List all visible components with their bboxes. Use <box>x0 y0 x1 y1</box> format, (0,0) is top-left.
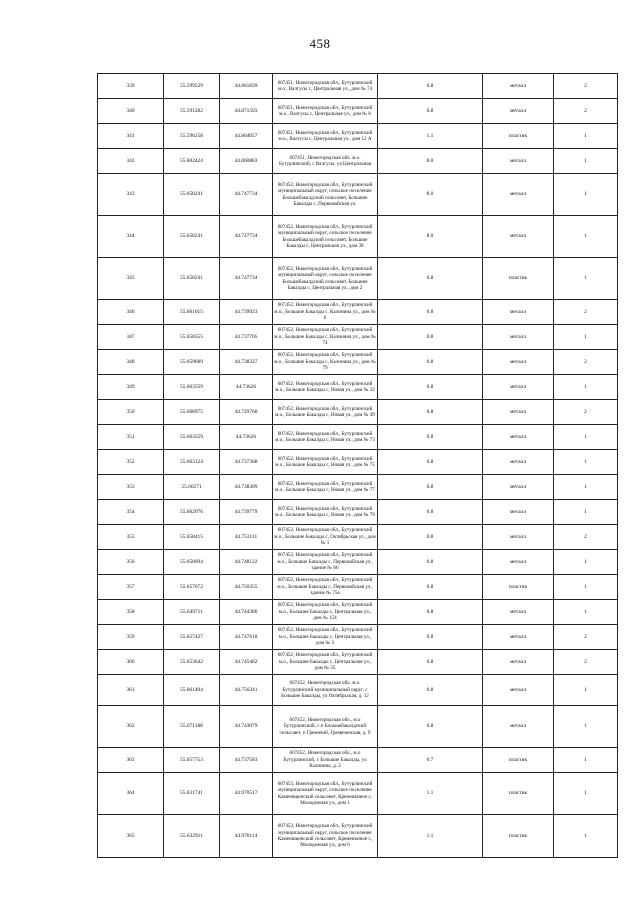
count-cell: 1 <box>554 450 618 475</box>
table-row <box>98 600 618 625</box>
row-number-cell: 349 <box>98 375 164 400</box>
row-number-cell: 343 <box>98 174 164 216</box>
count-cell: 2 <box>554 74 618 99</box>
volume-cell: 0.8 <box>378 625 483 650</box>
latitude-cell: 55.649711 <box>164 600 220 625</box>
address-cell: 607452, Нижегородская обл., Бутурлинский м.о., Большие Бакалды с, Калинина ул., дом № 6 <box>273 300 378 325</box>
address-cell: 607452, Нижегородская обл. м.о. Бутурлинский муниципальный округ, с Большие Бакалды, ул Октябрьская, д. 12 <box>273 675 378 706</box>
row-number-cell: 352 <box>98 450 164 475</box>
count-cell: 1 <box>554 748 618 773</box>
longitude-cell: 44.861839 <box>220 74 273 99</box>
address-cell: 607452, Нижегородская обл., м.о Бутурлинский, с Большие Бакалды, ул Калинина, д. 2 <box>273 748 378 773</box>
latitude-cell: 55.658241 <box>164 174 220 216</box>
volume-cell: 0.8 <box>378 575 483 600</box>
material-cell: металл <box>483 74 554 99</box>
latitude-cell: 55.663559 <box>164 425 220 450</box>
material-cell: металл <box>483 475 554 500</box>
address-cell: 607452, Нижегородская обл., Бутурлинский м.о., Большие Бакалды с, Первомайская ул., здание № 75а <box>273 575 378 600</box>
count-cell: 1 <box>554 124 618 149</box>
count-cell: 1 <box>554 149 618 174</box>
address-cell: 607452, Нижегородская обл., Бутурлинский м.о., Большие Бакалды с, Центральная ул., дом № 3 <box>273 625 378 650</box>
longitude-cell: 44.729768 <box>220 400 273 425</box>
table-row <box>98 550 618 575</box>
latitude-cell: 55.658415 <box>164 525 220 550</box>
address-cell: 607452, Нижегородская обл., Бутурлинский м.о., Большие Бакалды с, Калинина ул., дом № 79 <box>273 350 378 375</box>
longitude-cell: 44.747734 <box>220 174 273 216</box>
volume-cell: 0.8 <box>378 550 483 575</box>
latitude-cell: 55.671188 <box>164 706 220 748</box>
material-cell: металл <box>483 450 554 475</box>
longitude-cell: 44.864057 <box>220 124 273 149</box>
longitude-cell: 44.970517 <box>220 773 273 815</box>
table-row <box>98 815 618 858</box>
row-number-cell: 357 <box>98 575 164 600</box>
row-number-cell: 347 <box>98 325 164 350</box>
count-cell: 2 <box>554 300 618 325</box>
count-cell: 2 <box>554 525 618 550</box>
latitude-cell: 55.659689 <box>164 350 220 375</box>
count-cell: 1 <box>554 550 618 575</box>
material-cell: пластик <box>483 748 554 773</box>
latitude-cell: 55.591282 <box>164 99 220 124</box>
volume-cell: 0.8 <box>378 500 483 525</box>
material-cell: металл <box>483 625 554 650</box>
latitude-cell: 55.661015 <box>164 300 220 325</box>
row-number-cell: 353 <box>98 475 164 500</box>
longitude-cell: 44.739779 <box>220 500 273 525</box>
table-row <box>98 773 618 815</box>
material-cell: пластик <box>483 815 554 858</box>
material-cell: металл <box>483 525 554 550</box>
longitude-cell: 44.745462 <box>220 650 273 675</box>
count-cell: 1 <box>554 575 618 600</box>
count-cell: 2 <box>554 350 618 375</box>
table-row <box>98 525 618 550</box>
row-number-cell: 344 <box>98 216 164 258</box>
longitude-cell: 44.744386 <box>220 600 273 625</box>
count-cell: 1 <box>554 425 618 450</box>
address-cell: 607452, Нижегородская обл., Бутурлинский м.о., Большие Бакалды с, Новая ул., дом № 73 <box>273 425 378 450</box>
volume-cell: 0.8 <box>378 425 483 450</box>
table-row <box>98 748 618 773</box>
latitude-cell: 55.668975 <box>164 400 220 425</box>
longitude-cell: 44.747734 <box>220 216 273 258</box>
table-row <box>98 475 618 500</box>
volume-cell: 0.8 <box>378 600 483 625</box>
table-row <box>98 500 618 525</box>
material-cell: металл <box>483 350 554 375</box>
row-number-cell: 364 <box>98 773 164 815</box>
table-row <box>98 325 618 350</box>
count-cell: 1 <box>554 773 618 815</box>
latitude-cell: 55.657753 <box>164 748 220 773</box>
row-number-cell: 355 <box>98 525 164 550</box>
row-number-cell: 360 <box>98 650 164 675</box>
count-cell: 2 <box>554 650 618 675</box>
material-cell: металл <box>483 300 554 325</box>
volume-cell: 8.0 <box>378 149 483 174</box>
volume-cell: 0.8 <box>378 650 483 675</box>
count-cell: 2 <box>554 400 618 425</box>
table-row <box>98 99 618 124</box>
row-number-cell: 354 <box>98 500 164 525</box>
latitude-cell: 55.66271 <box>164 475 220 500</box>
count-cell: 1 <box>554 325 618 350</box>
address-cell: 607453, Нижегородская обл., Бутурлинский муниципальный округ, сельское поселение Каменищенский сельсовет, Кременкиное с, Молодежная ул., дом 1 <box>273 773 378 815</box>
latitude-cell: 55.658241 <box>164 216 220 258</box>
latitude-cell: 55.662076 <box>164 500 220 525</box>
material-cell: металл <box>483 216 554 258</box>
volume-cell: 0.8 <box>378 706 483 748</box>
count-cell: 1 <box>554 475 618 500</box>
address-cell: 607451, Нижегородская обл., Бутурлинский м.о., Валгусы с, Центральная ул., дом 12 А <box>273 124 378 149</box>
count-cell: 1 <box>554 174 618 216</box>
volume-cell: 0.8 <box>378 675 483 706</box>
volume-cell: 8.0 <box>378 174 483 216</box>
address-cell: 607452, Нижегородская обл., Бутурлинский м.о., Большие Бакалды с, Новая ул., дом № 32 <box>273 375 378 400</box>
table-row <box>98 650 618 675</box>
address-cell: 607453, Нижегородская обл., Бутурлинский муниципальный округ, сельское поселение Каменищенский сельсовет, Кременкиное с, Молодежная ул., дом 6 <box>273 815 378 858</box>
material-cell: металл <box>483 600 554 625</box>
latitude-cell: 55.658241 <box>164 258 220 300</box>
table-row <box>98 174 618 216</box>
row-number-cell: 362 <box>98 706 164 748</box>
table-row <box>98 216 618 258</box>
material-cell: металл <box>483 400 554 425</box>
volume-cell: 0.8 <box>378 300 483 325</box>
table-row <box>98 706 618 748</box>
volume-cell: 1.1 <box>378 815 483 858</box>
count-cell: 1 <box>554 375 618 400</box>
row-number-cell: 356 <box>98 550 164 575</box>
address-cell: 607451, Нижегородская обл., Бутурлинский м.о., Валгусы с, Центральная ул., дом № 8 <box>273 99 378 124</box>
count-cell: 1 <box>554 675 618 706</box>
latitude-cell: 55.631741 <box>164 773 220 815</box>
material-cell: пластик <box>483 773 554 815</box>
volume-cell: 1.1 <box>378 124 483 149</box>
latitude-cell: 55.596258 <box>164 124 220 149</box>
address-cell: 607452, Нижегородская обл., м.о Бутурлинский, с.п Большебакалдский сельсовет, п Гремячий, Гремяченская, д. 9 <box>273 706 378 748</box>
address-cell: 607452, Нижегородская обл., Бутурлинский м.о., Большие Бакалды с, Центральная ул., дом № 154 <box>273 600 378 625</box>
longitude-cell: 44.73626 <box>220 375 273 400</box>
latitude-cell: 55.663559 <box>164 375 220 400</box>
latitude-cell: 55.602424 <box>164 149 220 174</box>
longitude-cell: 44.738309 <box>220 475 273 500</box>
volume-cell: 0.8 <box>378 450 483 475</box>
count-cell: 1 <box>554 600 618 625</box>
latitude-cell: 55.632911 <box>164 815 220 858</box>
volume-cell: 0.7 <box>378 748 483 773</box>
longitude-cell: 44.753111 <box>220 525 273 550</box>
volume-cell: 0.8 <box>378 258 483 300</box>
table-row <box>98 350 618 375</box>
count-cell: 1 <box>554 258 618 300</box>
volume-cell: 0.8 <box>378 350 483 375</box>
page-number: 458 <box>309 36 331 51</box>
address-cell: 607452, Нижегородская обл., Бутурлинский м.о., Большие Бакалды с, Калинина ул., дом № 74 <box>273 325 378 350</box>
row-number-cell: 359 <box>98 625 164 650</box>
material-cell: пластик <box>483 124 554 149</box>
count-cell: 1 <box>554 500 618 525</box>
longitude-cell: 44.73626 <box>220 425 273 450</box>
table-row <box>98 300 618 325</box>
row-number-cell: 363 <box>98 748 164 773</box>
latitude-cell: 55.653642 <box>164 650 220 675</box>
table-row <box>98 74 618 99</box>
table-row <box>98 425 618 450</box>
row-number-cell: 350 <box>98 400 164 425</box>
material-cell: металл <box>483 706 554 748</box>
latitude-cell: 55.599529 <box>164 74 220 99</box>
material-cell: металл <box>483 675 554 706</box>
material-cell: металл <box>483 425 554 450</box>
material-cell: пластик <box>483 575 554 600</box>
table-row <box>98 625 618 650</box>
volume-cell: 0.8 <box>378 400 483 425</box>
address-cell: 607451, Нижегородская обл., Бутурлинский м.о., Валгусы с, Центральная ул., дом № 74 <box>273 74 378 99</box>
longitude-cell: 44.747618 <box>220 625 273 650</box>
count-cell: 2 <box>554 99 618 124</box>
longitude-cell: 44.738327 <box>220 350 273 375</box>
latitude-cell: 55.657672 <box>164 575 220 600</box>
longitude-cell: 44.737583 <box>220 748 273 773</box>
table-row <box>98 450 618 475</box>
material-cell: металл <box>483 550 554 575</box>
address-cell: 607451, Нижегородская обл. м.о. Бутурлинский, с Валгусы, ул Центральная <box>273 149 378 174</box>
registry-body <box>98 74 618 858</box>
address-cell: 607452, Нижегородская обл., Бутурлинский м.о., Большие Бакалды с, Центральная ул., дом № 35 <box>273 650 378 675</box>
table-row <box>98 675 618 706</box>
material-cell: металл <box>483 99 554 124</box>
row-number-cell: 339 <box>98 74 164 99</box>
volume-cell: 0.8 <box>378 475 483 500</box>
longitude-cell: 44.737368 <box>220 450 273 475</box>
longitude-cell: 44.860883 <box>220 149 273 174</box>
address-cell: 607452, Нижегородская обл., Бутурлинский муниципальный округ, сельское поселение Большебакалдский сельсовет, Большие Бакалды с, Центральная ул., дом 2 <box>273 258 378 300</box>
address-cell: 607452, Нижегородская обл., Бутурлинский м.о., Большие Бакалды с, Новая ул., дом № 75 <box>273 450 378 475</box>
material-cell: металл <box>483 500 554 525</box>
table-row <box>98 375 618 400</box>
row-number-cell: 341 <box>98 124 164 149</box>
latitude-cell: 55.663124 <box>164 450 220 475</box>
longitude-cell: 44.747734 <box>220 258 273 300</box>
row-number-cell: 348 <box>98 350 164 375</box>
longitude-cell: 44.750355 <box>220 575 273 600</box>
row-number-cell: 358 <box>98 600 164 625</box>
registry-table <box>97 73 618 858</box>
material-cell: металл <box>483 325 554 350</box>
address-cell: 607452, Нижегородская обл., Бутурлинский муниципальный округ, сельское поселение Большебакалдский сельсовет, Большие Бакалды с, Первомайская ул. <box>273 174 378 216</box>
latitude-cell: 55.661404 <box>164 675 220 706</box>
longitude-cell: 44.743079 <box>220 706 273 748</box>
table-row <box>98 258 618 300</box>
material-cell: металл <box>483 174 554 216</box>
row-number-cell: 342 <box>98 149 164 174</box>
count-cell: 1 <box>554 815 618 858</box>
volume-cell: 0.8 <box>378 525 483 550</box>
address-cell: 607452, Нижегородская обл., Бутурлинский муниципальный округ, сельское поселение Большебакалдский сельсовет, Большие Бакалды с, Центральная ул., дом 38 <box>273 216 378 258</box>
longitude-cell: 44.739923 <box>220 300 273 325</box>
address-cell: 607452, Нижегородская обл., Бутурлинский м.о., Большие Бакалды с, Новая ул., дом № 79 <box>273 500 378 525</box>
row-number-cell: 345 <box>98 258 164 300</box>
volume-cell: 1.1 <box>378 773 483 815</box>
row-number-cell: 361 <box>98 675 164 706</box>
count-cell: 1 <box>554 216 618 258</box>
row-number-cell: 340 <box>98 99 164 124</box>
volume-cell: 0.8 <box>378 74 483 99</box>
material-cell: металл <box>483 149 554 174</box>
longitude-cell: 44.748122 <box>220 550 273 575</box>
volume-cell: 0.8 <box>378 325 483 350</box>
table-row <box>98 400 618 425</box>
address-cell: 607452, Нижегородская обл., Бутурлинский м.о., Большие Бакалды с, Октябрьская ул., дом № 1 <box>273 525 378 550</box>
latitude-cell: 55.658555 <box>164 325 220 350</box>
table-row <box>98 149 618 174</box>
volume-cell: 0.8 <box>378 375 483 400</box>
address-cell: 607452, Нижегородская обл., Бутурлинский м.о., Большие Бакалды с, Новая ул., дом № 77 <box>273 475 378 500</box>
table-row <box>98 575 618 600</box>
longitude-cell: 44.737705 <box>220 325 273 350</box>
latitude-cell: 55.658694 <box>164 550 220 575</box>
address-cell: 607452, Нижегородская обл., Бутурлинский м.о., Большие Бакалды с, Новая ул., дом № 49 <box>273 400 378 425</box>
address-cell: 607452, Нижегородская обл., Бутурлинский м.о., Большие Бакалды с, Первомайская ул., здание № 66 <box>273 550 378 575</box>
count-cell: 1 <box>554 706 618 748</box>
longitude-cell: 44.756341 <box>220 675 273 706</box>
material-cell: пластик <box>483 258 554 300</box>
volume-cell: 8.0 <box>378 216 483 258</box>
row-number-cell: 346 <box>98 300 164 325</box>
material-cell: металл <box>483 650 554 675</box>
material-cell: металл <box>483 375 554 400</box>
latitude-cell: 55.657427 <box>164 625 220 650</box>
longitude-cell: 44.871593 <box>220 99 273 124</box>
volume-cell: 0.8 <box>378 99 483 124</box>
longitude-cell: 44.970114 <box>220 815 273 858</box>
count-cell: 2 <box>554 625 618 650</box>
table-row <box>98 124 618 149</box>
row-number-cell: 351 <box>98 425 164 450</box>
row-number-cell: 365 <box>98 815 164 858</box>
